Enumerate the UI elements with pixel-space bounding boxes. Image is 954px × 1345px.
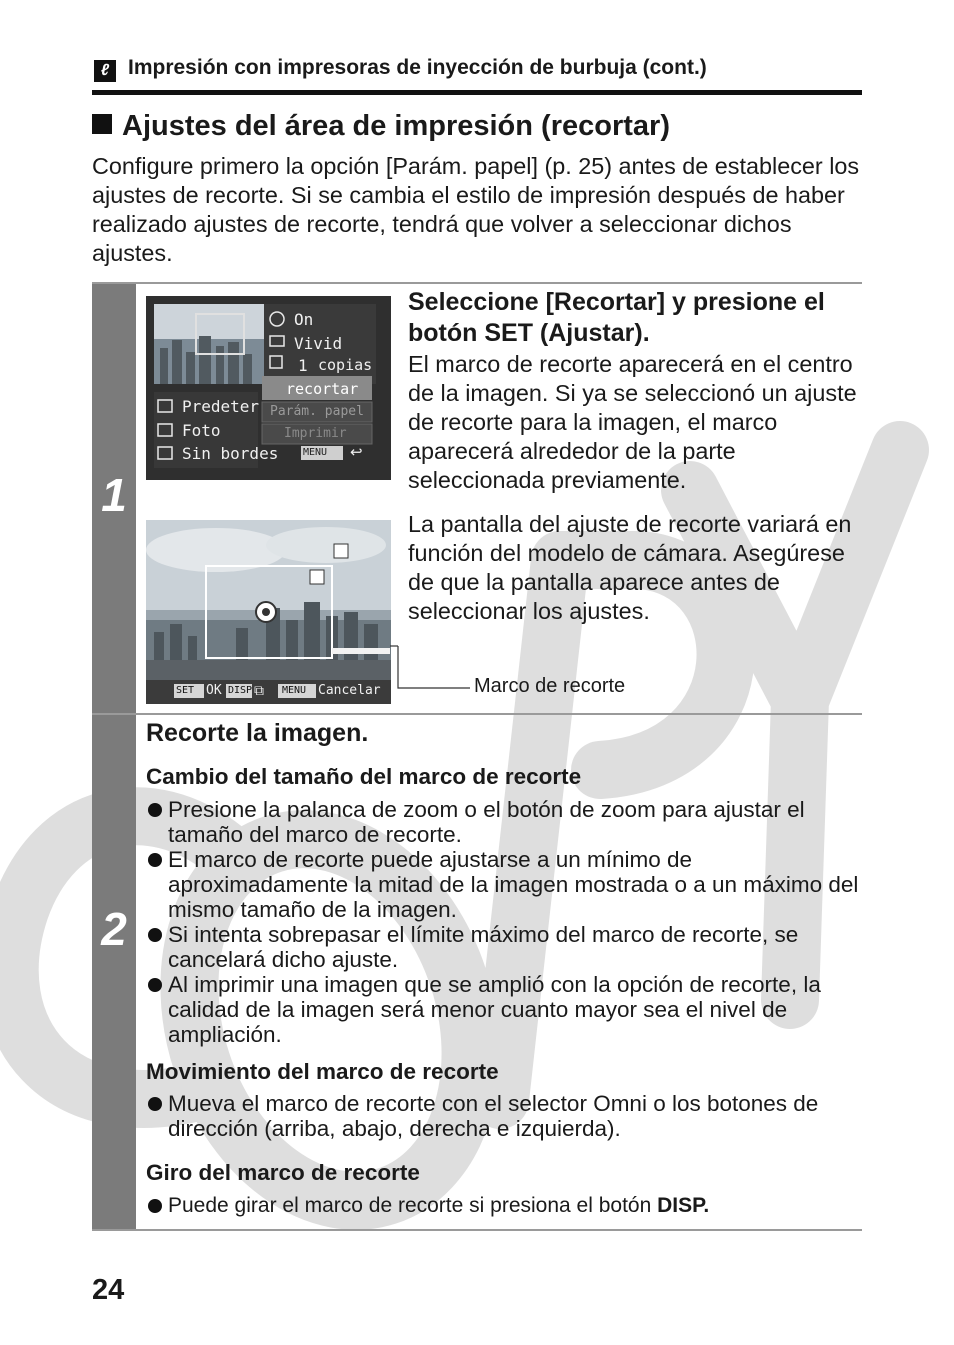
disp-button-reference: DISP.: [657, 1194, 710, 1217]
menu-button-trim[interactable]: recortar: [286, 380, 359, 398]
menu-layout-borderless: Sin bordes: [182, 444, 279, 463]
page-number: 24: [92, 1274, 125, 1306]
ok-label: OK: [206, 683, 222, 698]
bullet-dot-icon: [148, 928, 162, 942]
printer-icon: ℓ: [94, 60, 116, 82]
bullet-dot-icon: [148, 978, 162, 992]
header-title: Impresión con impresoras de inyección de burbuja (cont.): [128, 56, 707, 79]
bullet-dot-icon: [148, 803, 162, 817]
running-header: [92, 52, 862, 95]
list-item-text: Presione la palanca de zoom o el botón de zoom para ajustar el tamaño del marco de recorte.: [168, 797, 805, 847]
step-1-number: 1: [101, 469, 127, 521]
menu-button-print[interactable]: Imprimir: [284, 426, 347, 441]
list-item: [146, 797, 866, 847]
step-divider-bottom: [92, 1229, 862, 1231]
list-item: [146, 1091, 866, 1141]
menu-key-label-trim: MENU: [282, 685, 307, 696]
bullet-dot-icon: [148, 1097, 162, 1111]
menu-item-date-on: On: [294, 310, 314, 329]
rotate-icon: ⧉: [254, 682, 264, 698]
menu-layout-default: Predeter: [182, 397, 260, 416]
camera-menu-screenshot: [146, 296, 391, 480]
list-item: [146, 972, 866, 1047]
step-1-text-2: La pantalla del ajuste de recorte variará en función del modelo de cámara. Asegúrese de que la pantalla aparece antes de seleccionar los ajustes.: [408, 511, 852, 624]
callout-line: [390, 640, 480, 692]
list-item-text: Al imprimir una imagen que se amplió con la opción de recorte, la calidad de la imagen será menor cuanto mayor sea el nivel de ampliación.: [168, 972, 821, 1047]
step-divider-middle: [92, 713, 862, 715]
step-2-number: 2: [101, 903, 127, 955]
bullet-dot-icon: [148, 1199, 162, 1213]
bullet-list-move: [146, 1091, 866, 1141]
list-item-text: Puede girar el marco de recorte si presiona el botón: [168, 1194, 658, 1217]
subheading-rotate: Giro del marco de recorte: [146, 1160, 420, 1185]
bullet-list-rotate: [146, 1193, 866, 1218]
step-1-text-1: El marco de recorte aparecerá en el centro de la imagen. Si ya se seleccionó un ajuste de recorte para la imagen, el marco aparecerá alrededor de la parte seleccionada previamente.: [408, 351, 857, 493]
return-arrow-icon: ↩: [350, 444, 363, 461]
list-item-text: Si intenta sobrepasar el límite máximo del marco de recorte, se cancelará dicho ajuste.: [168, 922, 799, 972]
menu-item-copies-label: copias: [318, 356, 373, 374]
section-title-text: Ajustes del área de impresión (recortar): [122, 110, 670, 142]
list-item: [146, 922, 866, 972]
step-1-heading: Seleccione [Recortar] y presione el botón SET (Ajustar).: [408, 288, 825, 347]
cancel-label: Cancelar: [318, 683, 381, 698]
list-item-text: Mueva el marco de recorte con el selector Omni o los botones de dirección (arriba, abajo, derecha e izquierda).: [168, 1091, 819, 1141]
list-item: [146, 1193, 866, 1218]
subheading-resize: Cambio del tamaño del marco de recorte: [146, 764, 582, 789]
menu-layout-photo: Foto: [182, 421, 221, 440]
trim-frame-caption: Marco de recorte: [474, 675, 626, 697]
menu-key-label: MENU: [303, 447, 328, 458]
bullet-list-resize: [146, 797, 866, 1047]
trimming-screenshot: [146, 520, 391, 704]
subheading-move: Movimiento del marco de recorte: [146, 1059, 499, 1084]
step-2-bar: [92, 715, 136, 1229]
step-2-heading: Recorte la imagen.: [146, 719, 369, 747]
intro-paragraph: Configure primero la opción [Parám. papel] (p. 25) antes de establecer los ajustes de recorte. Si se cambia el estilo de impresión después de haber realizado ajustes de recorte, tendrá que volver a seleccionar dichos ajustes.: [92, 153, 860, 266]
menu-item-effect: Vivid: [294, 334, 343, 353]
list-item: [146, 847, 866, 922]
section-title: [92, 110, 670, 143]
menu-button-paper-settings[interactable]: Parám. papel: [270, 404, 364, 419]
step-divider-top: [92, 282, 862, 284]
list-item-text: El marco de recorte puede ajustarse a un mínimo de aproximadamente la mitad de la imagen mostrada o a un máximo del mismo tamaño de la imagen.: [168, 847, 859, 922]
set-key-label: SET: [176, 685, 195, 696]
bullet-dot-icon: [148, 853, 162, 867]
disp-key-label: DISP: [228, 685, 253, 696]
square-bullet-icon: [92, 114, 112, 134]
menu-item-copies-count: 1: [298, 356, 308, 375]
